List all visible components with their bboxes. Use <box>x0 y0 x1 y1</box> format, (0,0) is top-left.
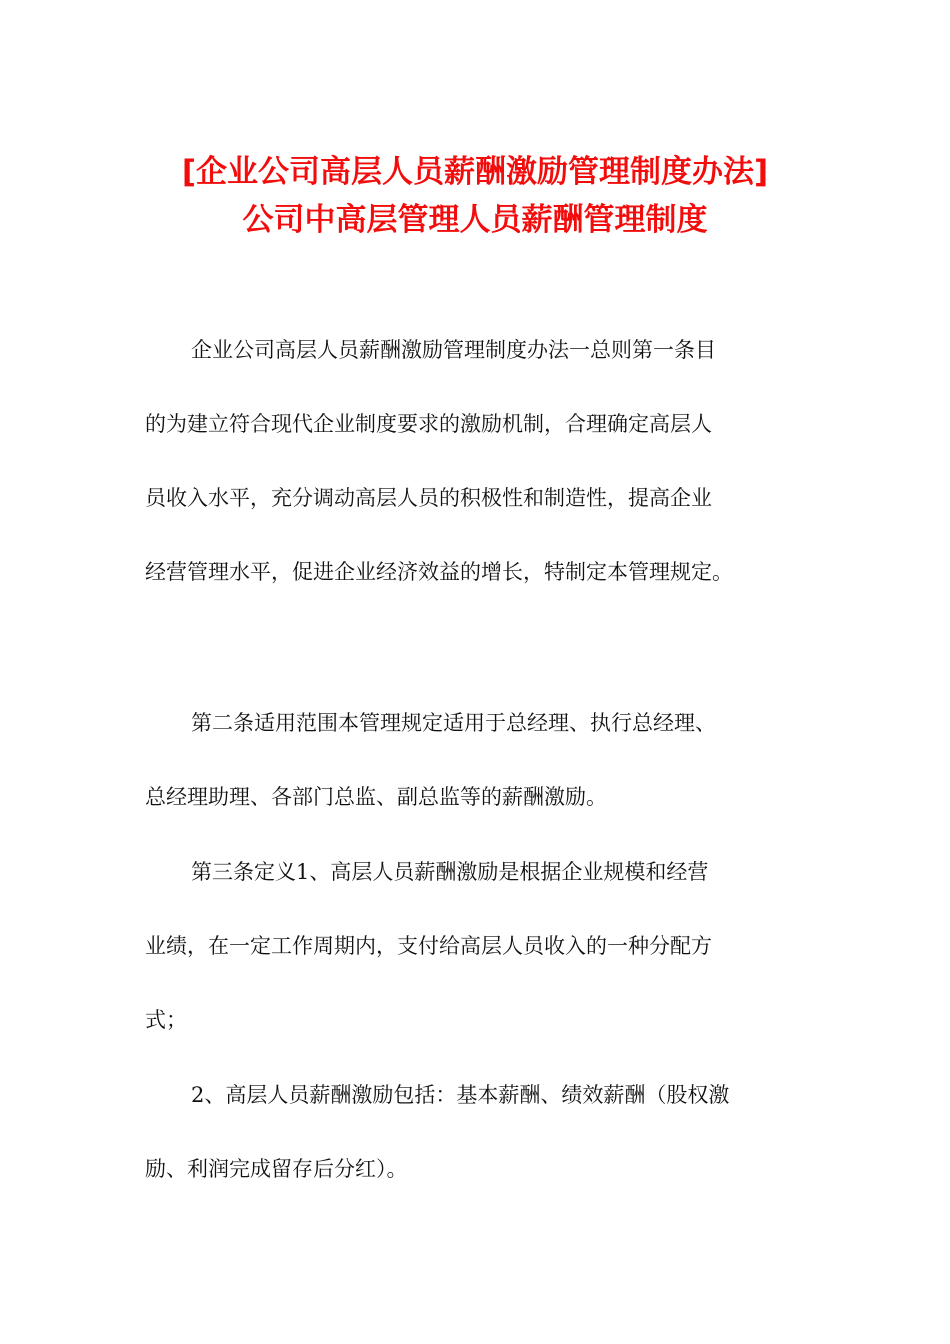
paragraph-line: 2、高层人员薪酬激励包括：基本薪酬、绩效薪酬（股权激 <box>191 1083 730 1107</box>
paragraph-definition <box>145 835 805 1057</box>
paragraph-line: 式； <box>145 1008 187 1032</box>
paragraph-line: 第三条定义1、高层人员薪酬激励是根据企业规模和经营 <box>191 860 709 884</box>
paragraph-line: 员收入水平，充分调动高层人员的积极性和制造性，提高企业 <box>145 486 712 510</box>
paragraph-scope <box>145 686 805 834</box>
paragraph-general-provisions <box>145 313 805 609</box>
paragraph-line: 总经理助理、各部门总监、副总监等的薪酬激励。 <box>145 785 607 809</box>
document-title <box>0 148 950 244</box>
title-line-1: [企业公司高层人员薪酬激励管理制度办法] <box>181 154 769 190</box>
paragraph-composition <box>145 1058 805 1206</box>
paragraph-line: 企业公司高层人员薪酬激励管理制度办法一总则第一条目 <box>191 338 716 362</box>
paragraph-line: 第二条适用范围本管理规定适用于总经理、执行总经理、 <box>191 711 716 735</box>
title-line-2: 公司中高层管理人员薪酬管理制度 <box>242 202 708 238</box>
paragraph-line: 的为建立符合现代企业制度要求的激励机制，合理确定高层人 <box>145 412 712 436</box>
paragraph-line: 业绩，在一定工作周期内，支付给高层人员收入的一种分配方 <box>145 934 712 958</box>
paragraph-line: 励、利润完成留存后分红）。 <box>145 1157 408 1181</box>
paragraph-line: 经营管理水平，促进企业经济效益的增长，特制定本管理规定。 <box>145 560 733 584</box>
